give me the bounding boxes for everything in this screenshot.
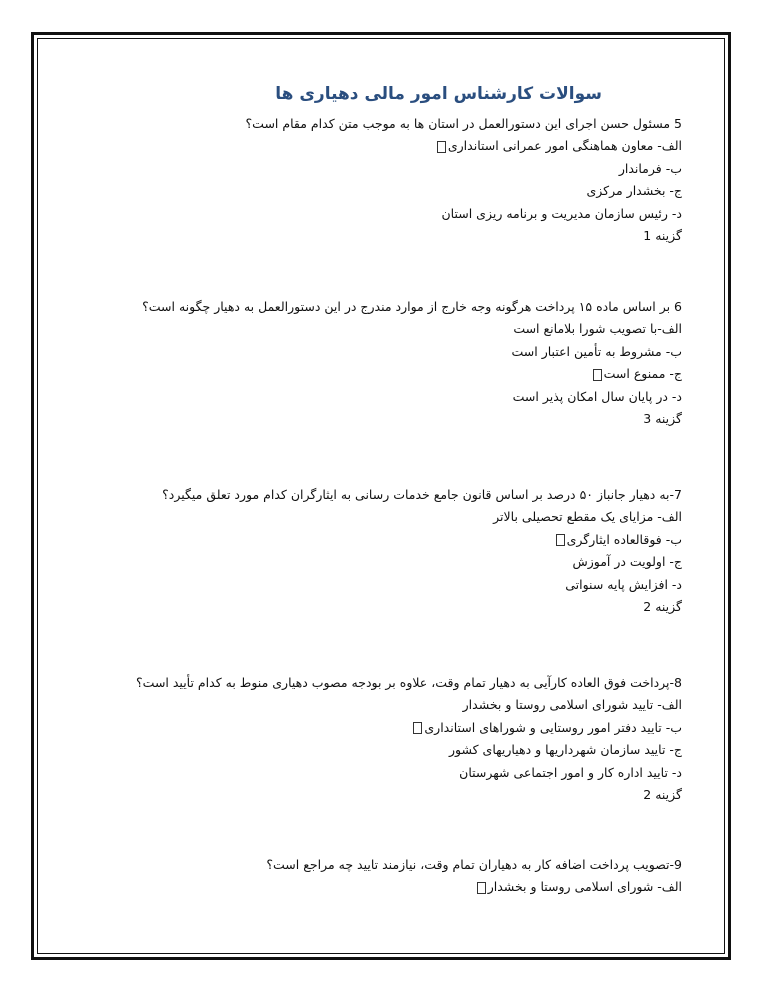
option-c: ج- تایید سازمان شهرداریها و دهیاریهای کشور — [448, 742, 682, 757]
option-c: ج- ممنوع است — [60, 363, 682, 386]
option-d: د- رئیس سازمان مدیریت و برنامه ریزی استان — [441, 205, 682, 221]
question-9 — [60, 854, 682, 899]
answer-label: گزینه 2 — [643, 787, 682, 802]
checkbox-glyph — [593, 369, 602, 381]
question-text: 8-پرداخت فوق العاده کارآیی به دهیار تمام وقت، علاوه بر بودجه مصوب دهیاری منوط به کدام تأیید است؟ — [136, 675, 682, 690]
option-d: د- افزایش پایه سنواتی — [565, 576, 682, 592]
question-6 — [60, 296, 682, 430]
answer-label: گزینه 1 — [643, 228, 682, 243]
option-d: د- تایید اداره کار و امور اجتماعی شهرستان — [459, 764, 682, 780]
checkbox-glyph — [437, 141, 446, 153]
option-b: ب- مشروط به تأمین اعتبار است — [511, 343, 682, 359]
option-a: الف- شورای اسلامی روستا و بخشدار — [60, 876, 682, 899]
question-7 — [60, 484, 682, 618]
option-c: ج- اولویت در آموزش — [572, 554, 682, 569]
option-a: الف- تایید شورای اسلامی روستا و بخشدار — [462, 697, 682, 712]
answer-label: گزینه 2 — [643, 599, 682, 614]
question-8 — [60, 672, 682, 806]
question-text: 5 مسئول حسن اجرای این دستورالعمل در استان ها به موجب متن کدام مقام است؟ — [245, 116, 682, 131]
page-title: سوالات کارشناس امور مالی دهیاری ها — [275, 84, 602, 104]
option-d: د- در پایان سال امکان پذیر است — [512, 388, 682, 404]
answer-label: گزینه 3 — [643, 411, 682, 426]
option-b: ب- فرماندار — [618, 160, 682, 176]
checkbox-glyph — [556, 534, 565, 546]
question-text: 9-تصویب پرداخت اضافه کار به دهیاران تمام وقت، نیازمند تایید چه مراجع است؟ — [266, 857, 682, 872]
checkbox-glyph — [413, 722, 422, 734]
option-a: الف- معاون هماهنگی امور عمرانی استانداری — [60, 135, 682, 158]
option-a: الف- مزایای یک مقطع تحصیلی بالاتر — [493, 509, 682, 524]
question-text: 7-به دهیار جانباز ۵۰ درصد بر اساس قانون جامع خدمات رسانی به ایثارگران کدام مورد تعلق میگیرد؟ — [162, 487, 682, 502]
option-b: ب- فوقالعاده ایثارگری — [60, 529, 682, 552]
document-page — [60, 70, 682, 899]
option-c: ج- بخشدار مرکزی — [586, 183, 682, 198]
question-5 — [60, 113, 682, 247]
checkbox-glyph — [477, 882, 486, 894]
question-text: 6 بر اساس ماده ۱۵ پرداخت هرگونه وجه خارج از موارد مندرج در این دستورالعمل به دهیار چگونه است؟ — [142, 299, 682, 314]
option-a: الف-با تصویب شورا بلامانع است — [513, 321, 682, 336]
option-b: ب- تایید دفتر امور روستایی و شوراهای استانداری — [60, 717, 682, 740]
